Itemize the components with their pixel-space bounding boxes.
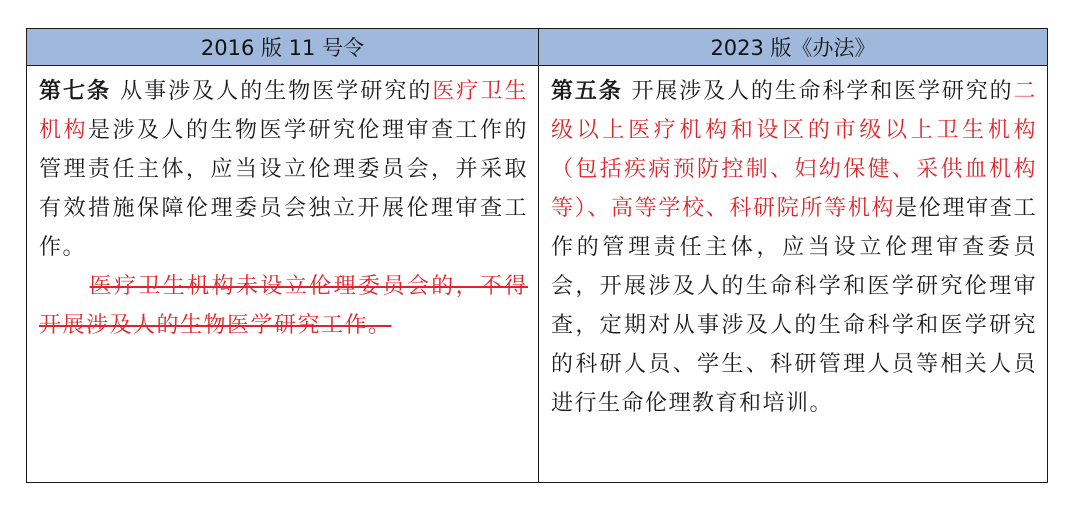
article-5-label: 第五条 — [551, 79, 623, 104]
header-2023-measures: 2023 版《办法》 — [539, 29, 1048, 66]
cell-2023-article — [539, 66, 1048, 483]
content-row — [27, 66, 1048, 483]
header-row — [27, 29, 1048, 66]
cell-2016-article — [27, 66, 539, 483]
header-2016-order: 2016 版 11 号令 — [27, 29, 539, 66]
article-7-paragraph — [39, 72, 528, 267]
article-7-highlight: 医疗卫生机构 — [39, 79, 528, 143]
article-7-text-part-1: 从事涉及人的生物医学研究的 — [111, 79, 433, 104]
table-header — [27, 29, 1048, 66]
article-5-text — [551, 72, 1037, 423]
article-7-text — [39, 72, 528, 345]
article-5-highlight: 二级以上医疗机构和设区的市级以上卫生机构（包括疾病预防控制、妇幼保健、采供血机构等）、高等学校、科研院所等机构 — [551, 79, 1037, 221]
article-7-text-part-2: 是涉及人的生物医学研究伦理审查工作的管理责任主体，应当设立伦理委员会，并采取有效措施保障伦理委员会独立开展伦理审查工作。 — [39, 118, 528, 260]
article-7-label: 第七条 — [39, 79, 112, 104]
article-5-text-part-2: 是伦理审查工作的管理责任主体，应当设立伦理审查委员会，开展涉及人的生命科学和医学研究伦理审查，定期对从事涉及人的生命科学和医学研究的科研人员、学生、科研管理人员等相关人员进行生命伦理教育和培训。 — [551, 196, 1037, 416]
article-7-deleted-clause: 医疗卫生机构未设立伦理委员会的，不得开展涉及人的生物医学研究工作。 — [39, 274, 528, 338]
comparison-table — [26, 28, 1048, 483]
table-body — [27, 66, 1048, 483]
article-5-text-part-1: 开展涉及人的生命科学和医学研究的 — [622, 79, 1014, 104]
article-5-paragraph — [551, 72, 1037, 423]
